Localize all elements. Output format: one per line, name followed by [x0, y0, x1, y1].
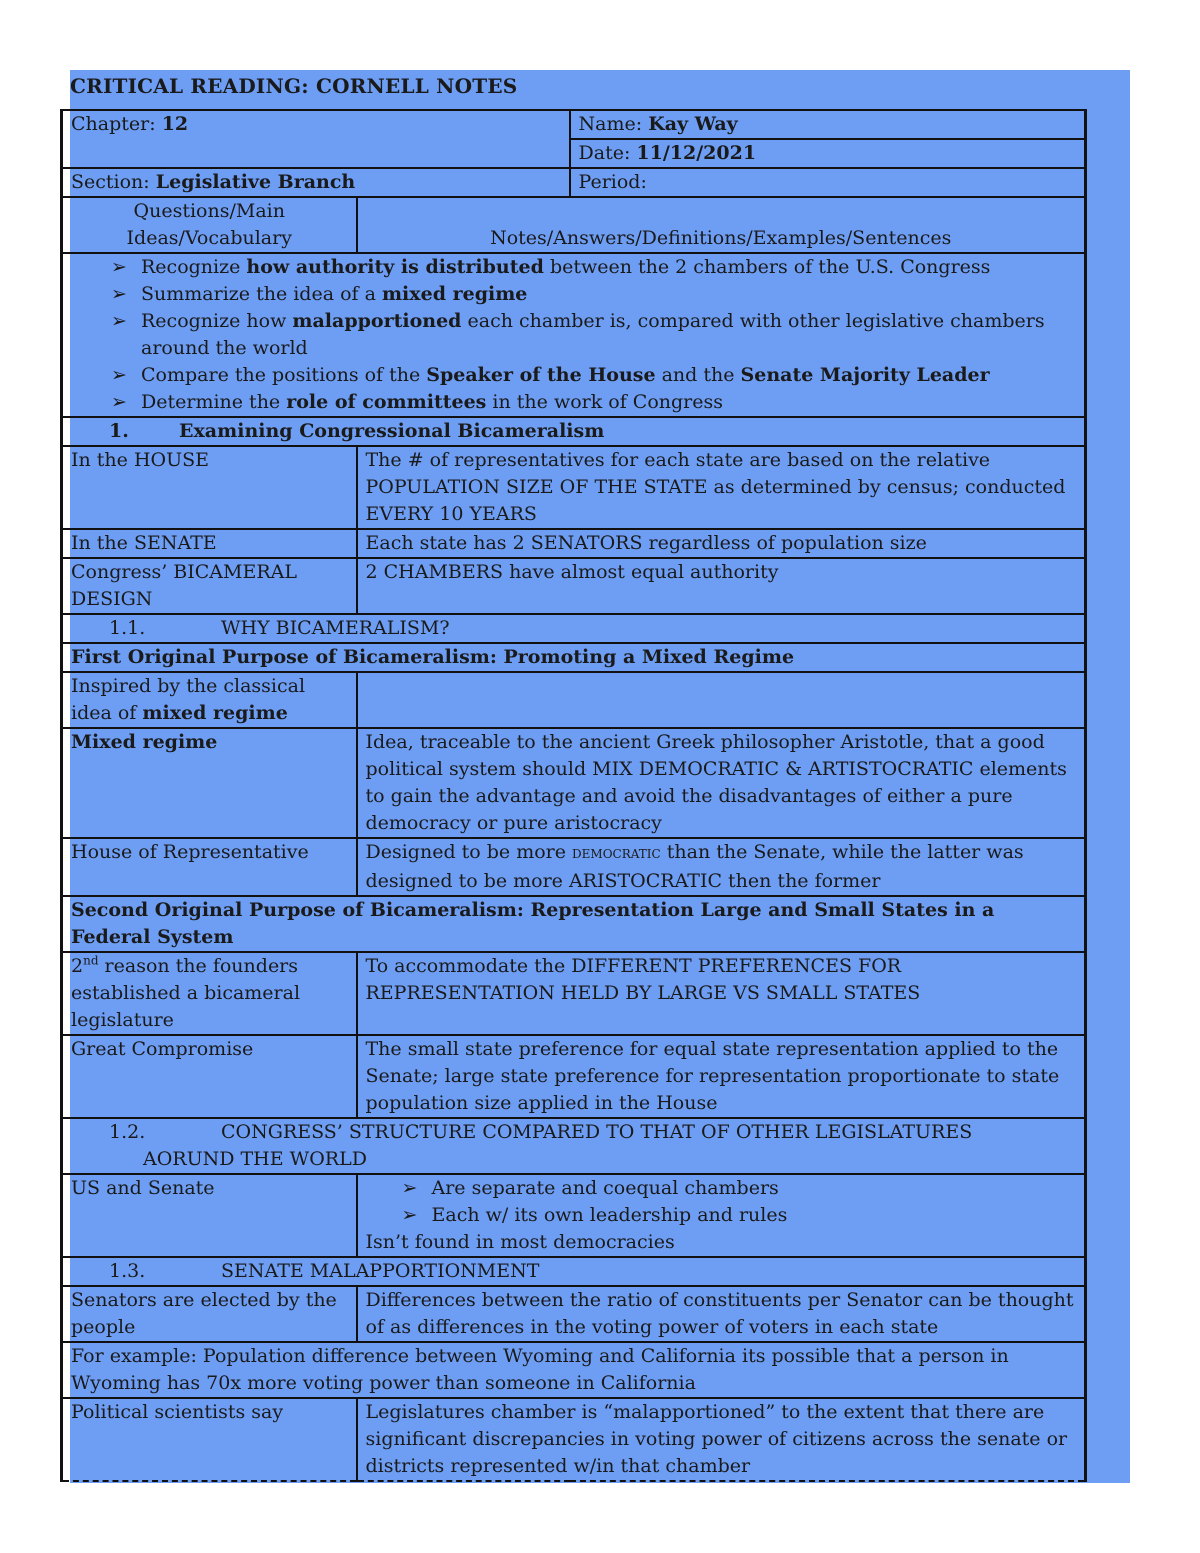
note-cell: ➢ Are separate and coequal chambers ➢ Each w/ its own leadership and rules Isn’t found in most democracies — [357, 1174, 1086, 1257]
note-cell: Each state has 2 SENATORS regardless of population size — [357, 529, 1086, 558]
section-cell: Section: Legislative Branch — [62, 168, 570, 197]
note-cell: 2 CHAMBERS have almost equal authority — [357, 558, 1086, 614]
note-cell: Differences between the ratio of constituents per Senator can be thought of as differences in the voting power of voters in each state — [357, 1286, 1086, 1342]
term-cell: In the SENATE — [62, 529, 357, 558]
section-value: Legislative Branch — [155, 171, 356, 193]
column-header-right: Notes/Answers/Definitions/Examples/Sentences — [357, 197, 1086, 253]
example-cell: For example: Population difference between Wyoming and California its possible that a person in Wyoming has 70x more voting power than someone in California — [62, 1342, 1086, 1398]
objective-item: ➢ Recognize how authority is distributed between the 2 chambers of the U.S. Congress — [111, 254, 1076, 281]
term-cell: 2nd reason the founders established a bicameral legislature — [62, 952, 357, 1035]
term-cell: Senators are elected by the people — [62, 1286, 357, 1342]
term-cell: Mixed regime — [62, 728, 357, 838]
section-1-1-heading: 1.1. WHY BICAMERALISM? — [62, 614, 1086, 643]
term-cell: Congress’ BICAMERAL DESIGN — [62, 558, 357, 614]
page-title: CRITICAL READING: CORNELL NOTES — [70, 74, 518, 98]
note-cell: Legislatures chamber is “malapportioned” to the extent that there are significant discrepancies in voting power of citizens across the senate or districts represented w/in that chamber — [357, 1398, 1086, 1481]
term-cell: House of Representative — [62, 838, 357, 896]
term-cell: US and Senate — [62, 1174, 357, 1257]
term-cell: In the HOUSE — [62, 446, 357, 529]
name-cell: Name: Kay Way — [570, 110, 1086, 139]
column-header-left: Questions/Main Ideas/Vocabulary — [62, 197, 357, 253]
note-cell: Idea, traceable to the ancient Greek philosopher Aristotle, that a good political system should MIX DEMOCRATIC & ARTISTOCRATIC elements to gain the advantage and avoid the disadvantages of either a pure democracy or pure aristocracy — [357, 728, 1086, 838]
objective-item: ➢ Recognize how malapportioned each chamber is, compared with other legislative chambers around the world — [111, 308, 1076, 362]
term-cell: Great Compromise — [62, 1035, 357, 1118]
purpose-2-heading: Second Original Purpose of Bicameralism: Representation Large and Small States in a Federal System — [62, 896, 1086, 952]
objective-item: ➢ Determine the role of committees in the work of Congress — [111, 389, 1076, 416]
note-cell: The small state preference for equal state representation applied to the Senate; large state preference for representation proportionate to state population size applied in the House — [357, 1035, 1086, 1118]
objectives-list — [71, 254, 1076, 416]
note-bullet: ➢ Are separate and coequal chambers — [402, 1175, 1077, 1202]
note-cell: To accommodate the DIFFERENT PREFERENCES FOR REPRESENTATION HELD BY LARGE VS SMALL STATES — [357, 952, 1086, 1035]
name-value: Kay Way — [648, 113, 738, 135]
chapter-value: 12 — [161, 113, 189, 135]
objective-item: ➢ Compare the positions of the Speaker of the House and the Senate Majority Leader — [111, 362, 1076, 389]
purpose-1-heading: First Original Purpose of Bicameralism: Promoting a Mixed Regime — [62, 643, 1086, 672]
note-cell-empty — [357, 672, 1086, 728]
objectives-cell — [62, 253, 1086, 417]
note-bullet: ➢ Each w/ its own leadership and rules — [402, 1202, 1077, 1229]
date-value: 11/12/2021 — [636, 142, 757, 164]
objective-item: ➢ Summarize the idea of a mixed regime — [111, 281, 1076, 308]
term-cell: Political scientists say — [62, 1398, 357, 1481]
section-1-3-heading: 1.3. SENATE MALAPPORTIONMENT — [62, 1257, 1086, 1286]
note-cell: Designed to be more DEMOCRATIC than the Senate, while the latter was designed to be more ARISTOCRATIC then the former — [357, 838, 1086, 896]
section-1-2-heading: 1.2. CONGRESS’ STRUCTURE COMPARED TO THAT OF OTHER LEGISLATURES AORUND THE WORLD — [62, 1118, 1086, 1174]
date-cell: Date: 11/12/2021 — [570, 139, 1086, 168]
note-cell: The # of representatives for each state are based on the relative POPULATION SIZE OF THE STATE as determined by census; conducted EVERY 10 YEARS — [357, 446, 1086, 529]
section-1-heading: 1. Examining Congressional Bicameralism — [62, 417, 1086, 446]
term-cell: Inspired by the classical idea of mixed regime — [62, 672, 357, 728]
period-cell: Period: — [570, 168, 1086, 197]
cornell-notes-table — [60, 109, 1087, 1482]
chapter-cell: Chapter: 12 — [62, 110, 570, 168]
